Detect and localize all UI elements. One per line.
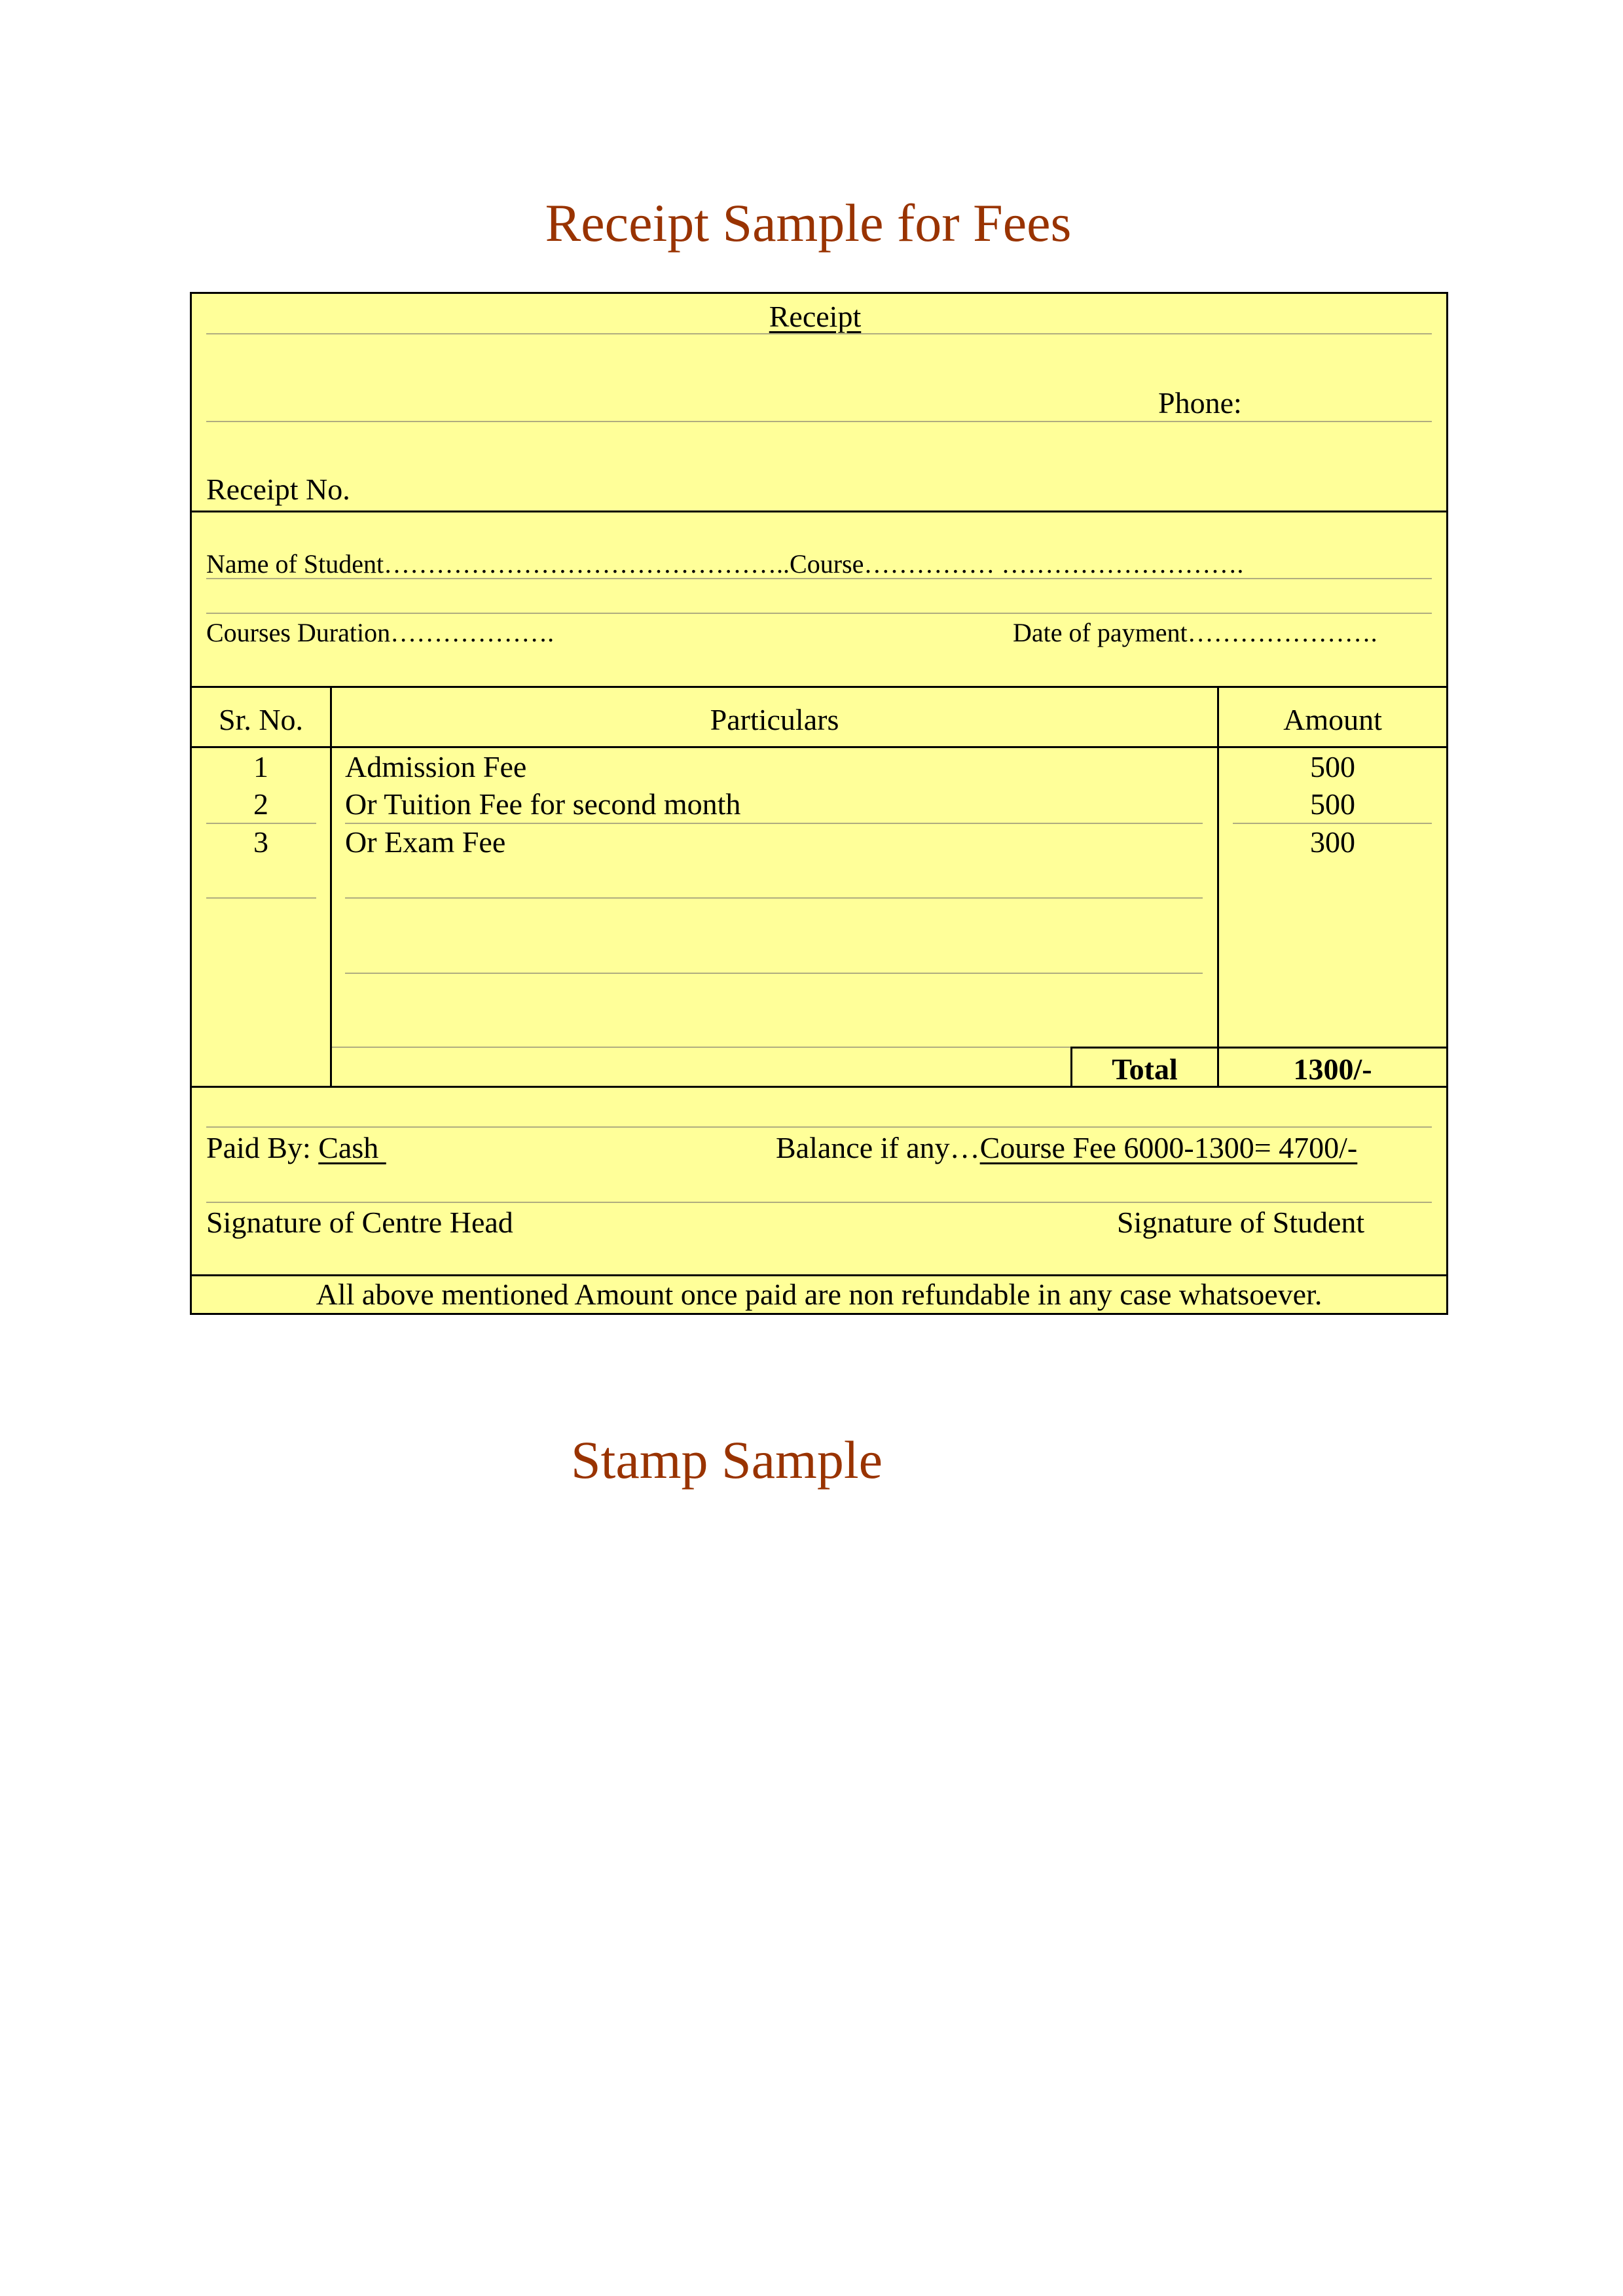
balance-field xyxy=(776,1133,1357,1163)
receipt-form xyxy=(190,292,1448,1315)
course-duration-field[interactable]: Courses Duration………………. xyxy=(206,618,555,647)
ruled-line xyxy=(206,333,1432,334)
column-header-particulars: Particulars xyxy=(710,703,839,736)
paid-by-value[interactable]: Cash xyxy=(318,1131,386,1164)
ruled-line xyxy=(345,897,1203,899)
section-divider xyxy=(192,1086,1446,1088)
stamp-heading: Stamp Sample xyxy=(570,1430,883,1490)
section-divider xyxy=(192,511,1446,512)
amount-cell: 500 xyxy=(1310,750,1355,783)
section-divider xyxy=(192,1274,1446,1276)
ruled-line xyxy=(345,973,1203,974)
document-title: Receipt Sample for Fees xyxy=(545,193,1072,253)
ruled-line xyxy=(1233,823,1432,824)
student-name-course-label: Name of Student………………………………………..Course…………… xyxy=(206,549,995,579)
signature-student: Signature of Student xyxy=(1117,1206,1365,1239)
paid-by-field xyxy=(206,1133,386,1163)
total-row-top-border xyxy=(1070,1047,1446,1049)
total-value: 1300/- xyxy=(1293,1052,1372,1086)
amount-cell: 300 xyxy=(1310,825,1355,859)
ruled-line xyxy=(345,823,1203,824)
ruled-line xyxy=(206,1202,1432,1203)
ruled-line xyxy=(206,421,1432,422)
ruled-line xyxy=(206,613,1432,614)
disclaimer-text: All above mentioned Amount once paid are non refundable in any case whatsoever. xyxy=(316,1278,1322,1311)
sr-no-cell: 3 xyxy=(253,825,268,859)
section-divider xyxy=(192,686,1446,688)
particular-cell: Admission Fee xyxy=(345,750,527,783)
paid-by-label: Paid By: xyxy=(206,1131,319,1164)
balance-label: Balance if any… xyxy=(776,1131,980,1164)
ruled-line xyxy=(206,897,316,899)
ruled-line xyxy=(206,823,316,824)
ruled-line xyxy=(206,578,1432,579)
course-field: ………………………. xyxy=(1001,549,1244,579)
sr-no-cell: 2 xyxy=(253,787,268,821)
sr-no-cell: 1 xyxy=(253,750,268,783)
signature-centre-head: Signature of Centre Head xyxy=(206,1206,513,1239)
date-of-payment-field[interactable]: Date of payment…………………. xyxy=(1013,618,1377,647)
particular-cell: Or Tuition Fee for second month xyxy=(345,787,741,821)
particular-cell: Or Exam Fee xyxy=(345,825,506,859)
balance-value[interactable]: Course Fee 6000-1300= 4700/- xyxy=(979,1131,1358,1164)
column-header-sr-no: Sr. No. xyxy=(218,703,304,736)
receipt-heading: Receipt xyxy=(769,300,862,333)
ruled-line xyxy=(206,1126,1432,1128)
column-header-amount: Amount xyxy=(1283,703,1382,736)
receipt-no-label: Receipt No. xyxy=(206,473,350,506)
phone-label: Phone: xyxy=(1158,386,1242,420)
total-label: Total xyxy=(1112,1052,1178,1086)
amount-cell: 500 xyxy=(1310,787,1355,821)
student-name-field[interactable] xyxy=(206,551,1243,577)
table-header-divider xyxy=(192,746,1446,748)
